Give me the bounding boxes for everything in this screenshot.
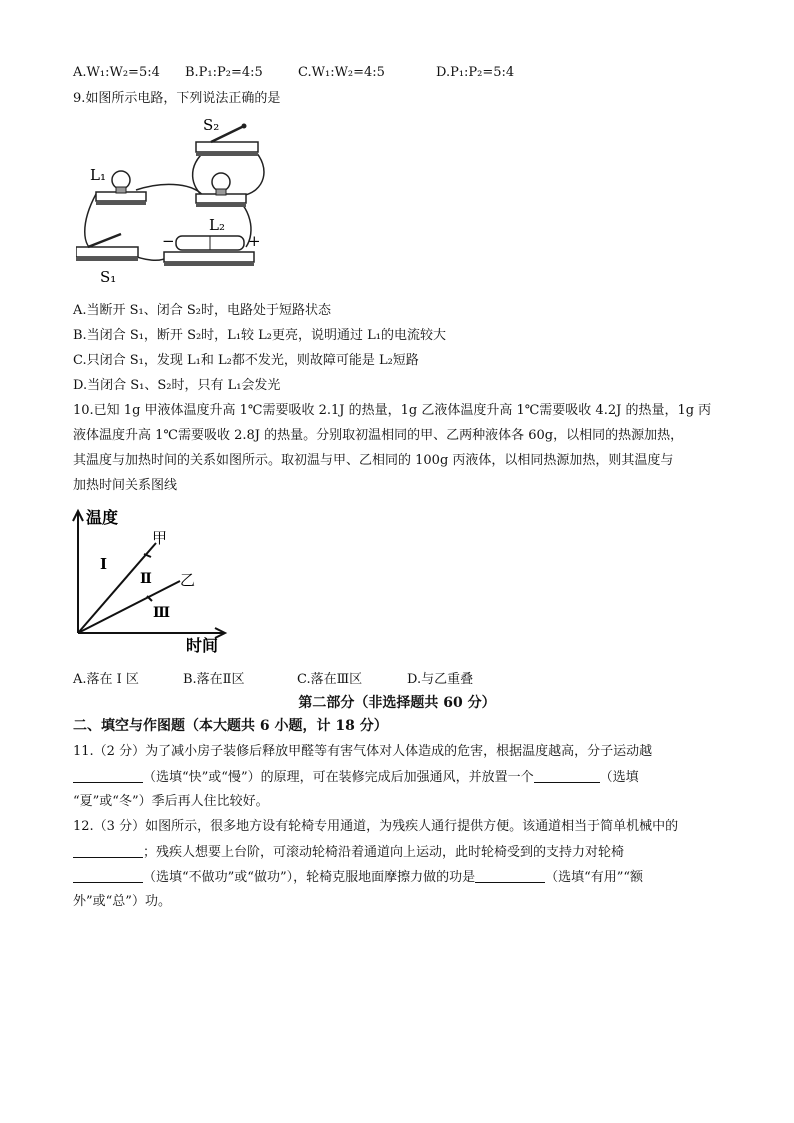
q9-option-d: D.当闭合 S₁、S₂时，只有 L₁会发光 — [73, 378, 281, 393]
region-1: I — [100, 555, 108, 573]
switch-s1 — [76, 234, 138, 286]
q9-option-a: A.当断开 S₁、闭合 S₂时，电路处于短路状态 — [73, 303, 332, 318]
q10-line-2: 液体温度升高 1℃需要吸收 2.8J 的热量。分别取初温相同的甲、乙两种液体各 60g，以相同的热源加热， — [73, 428, 684, 443]
battery — [162, 232, 261, 266]
q8-option-d: D.P₁:P₂=5:4 — [436, 65, 515, 80]
q8-option-a: A.W₁:W₂=5:4 — [73, 65, 160, 80]
q12-blank-3[interactable] — [475, 868, 545, 883]
q12-blank-2[interactable] — [73, 868, 143, 883]
label-plus: + — [248, 232, 261, 250]
q9-circuit-figure — [76, 112, 276, 292]
q9-option-b: B.当闭合 S₁，断开 S₂时，L₁较 L₂更亮，说明通过 L₁的电流较大 — [73, 328, 446, 343]
q10-option-b: B.落在Ⅱ区 — [183, 672, 245, 687]
q12-line-1: 12.（3 分）如图所示，很多地方设有轮椅专用通道，为残疾人通行提供方便。该通道相当于简单机械中的 — [73, 819, 679, 834]
lamp-l2 — [196, 173, 246, 234]
q9-stem: 9.如图所示电路，下列说法正确的是 — [73, 91, 281, 106]
label-s2: S₂ — [203, 116, 220, 134]
q11-line-2 — [73, 768, 639, 787]
label-minus: − — [162, 232, 175, 250]
section2-title: 二、填空与作图题（本大题共 6 小题，计 18 分） — [73, 718, 388, 734]
q8-options — [73, 65, 733, 83]
q11-line-3: “夏”或“冬”）季后再人住比较好。 — [73, 794, 269, 809]
q10-line-1: 10.已知 1g 甲液体温度升高 1℃需要吸收 2.1J 的热量，1g 乙液体温度升高 1℃需要吸收 4.2J 的热量，1g 丙 — [73, 403, 712, 418]
q10-option-d: D.与乙重叠 — [407, 672, 474, 687]
xlabel: 时间 — [186, 636, 219, 655]
q10-temperature-graph — [68, 505, 238, 655]
q8-option-c: C.W₁:W₂=4:5 — [298, 65, 385, 80]
region-3: Ⅲ — [153, 605, 171, 621]
label-yi: 乙 — [180, 571, 196, 589]
q10-option-a: A.落在 I 区 — [73, 672, 139, 687]
q12-line-4: 外”或“总”）功。 — [73, 894, 171, 909]
q11-line-1: 11.（2 分）为了减小房子装修后释放甲醛等有害气体对人体造成的危害，根据温度越高，分子运动越 — [73, 744, 653, 759]
q9-option-c: C.只闭合 S₁，发现 L₁和 L₂都不发光，则故障可能是 L₂短路 — [73, 353, 419, 368]
q10-line-3: 其温度与加热时间的关系如图所示。取初温与甲、乙相同的 100g 丙液体，以相同热源加热，则其温度与 — [73, 453, 674, 468]
q12-line-3 — [73, 868, 643, 887]
q12-text-3b: （选填“有用”“额 — [545, 870, 644, 885]
q12-line-2 — [73, 843, 624, 862]
q10-options — [73, 668, 733, 686]
region-2: Ⅱ — [140, 571, 152, 587]
q12-text-3a: （选填“不做功”或“做功”），轮椅克服地面摩擦力做的功是 — [143, 870, 476, 885]
q11-blank-2[interactable] — [534, 768, 600, 783]
part2-title: 第二部分（非选择题共 60 分） — [298, 695, 496, 711]
q11-text-2b: （选填 — [599, 770, 639, 785]
switch-s2 — [196, 116, 258, 156]
label-s1: S₁ — [100, 268, 117, 286]
line-jia — [78, 543, 156, 633]
q11-blank-1[interactable] — [73, 768, 143, 783]
lamp-l1 — [90, 166, 146, 205]
label-l1: L₁ — [90, 166, 106, 184]
q11-text-2a: （选填“快”或“慢”）的原理，可在装修完成后加强通风，并放置一个 — [143, 770, 534, 785]
ylabel: 温度 — [86, 508, 119, 527]
q12-text-2: ；残疾人想要上台阶，可滚动轮椅沿着通道向上运动，此时轮椅受到的支持力对轮椅 — [143, 845, 625, 860]
label-l2: L₂ — [209, 216, 225, 234]
q12-blank-1[interactable] — [73, 843, 143, 858]
label-jia: 甲 — [152, 529, 168, 547]
q8-option-b: B.P₁:P₂=4:5 — [185, 65, 263, 80]
q10-line-4: 加热时间关系图线 — [73, 478, 178, 493]
q10-option-c: C.落在Ⅲ区 — [297, 672, 363, 687]
